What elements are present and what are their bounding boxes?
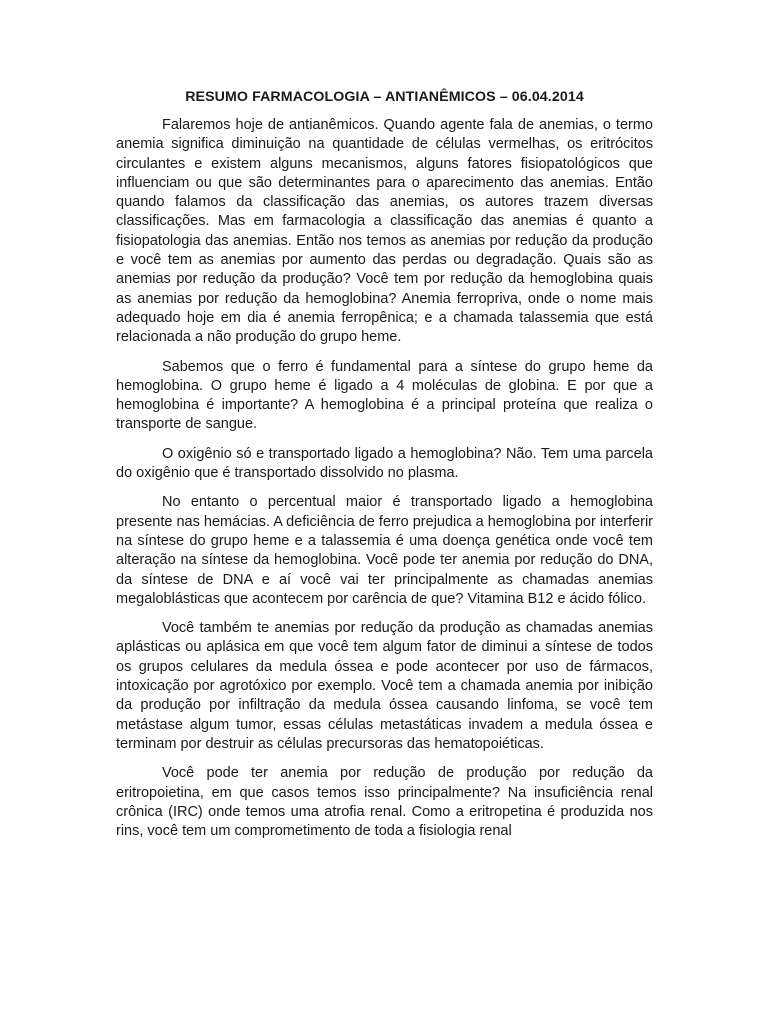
paragraph-iron: Sabemos que o ferro é fundamental para a síntese do grupo heme da hemoglobina. O grupo heme é ligado a 4 moléculas de globina. E por que a hemoglobina é importante? A hemoglobina é a principal proteína que realiza o transporte de sangue. [116, 358, 653, 433]
paragraph-hemoglobin-transport: No entanto o percentual maior é transportado ligado a hemoglobina presente nas hemácias. A deficiência de ferro prejudica a hemoglobina por interferir na síntese do grupo heme e a talassemia é uma doença genética onde você tem alteração na síntese da hemoglobina. Você pode ter anemia por redução do DNA, da síntese de DNA e aí você vai ter principalmente as chamadas anemias megaloblásticas que acontecem por carência de que? Vitamina B12 e ácido fólico. [116, 494, 653, 607]
document-title: RESUMO FARMACOLOGIA – ANTIANÊMICOS – 06.04.2014 [185, 89, 584, 105]
paragraph-aplastic-anemia: Você também te anemias por redução da produção as chamadas anemias aplásticas ou aplásica em que você tem algum fator de diminui a síntese de todos os grupos celulares da medula óssea e pode acontecer por uso de fármacos, intoxicação por agrotóxico por exemplo. Você tem a chamada anemia por inibição da produção por infiltração da medula óssea causando linfoma, se você tem metástase algum tumor, essas células metastáticas invadem a medula óssea e terminam por destruir as células precursoras das hematopoiéticas. [116, 620, 653, 752]
paragraph-intro: Falaremos hoje de antianêmicos. Quando agente fala de anemias, o termo anemia significa diminuição na quantidade de células vermelhas, os eritrócitos circulantes e existem alguns mecanismos, alguns fatores fisiopatológicos que influenciam ou que são determinantes para o aparecimento das anemias. Então quando falamos da classificação das anemias, os autores trazem diversas classificações. Mas em farmacologia a classificação das anemias é quanto a fisiopatologia das anemias. Então nos temos as anemias por redução da produção e você tem as anemias por aumento das perdas ou degradação. Quais são as anemias por redução da produção? Você tem por redução da hemoglobina quais as anemias por redução da hemoglobina? Anemia ferropriva, onde o nome mais adequado hoje em dia é anemia ferropênica; e a chamada talassemia que está relacionada a não produção do grupo heme. [116, 117, 653, 346]
paragraph-oxygen: O oxigênio só e transportado ligado a hemoglobina? Não. Tem uma parcela do oxigênio que é transportado dissolvido no plasma. [116, 445, 653, 482]
paragraph-erythropoietin: Você pode ter anemia por redução de produção por redução da eritropoietina, em que casos temos isso principalmente? Na insuficiência renal crônica (IRC) onde temos uma atrofia renal. Como a eritropetina é produzida nos rins, você tem um comprometimento de toda a fisiologia renal [116, 765, 653, 840]
document-body [116, 86, 653, 851]
